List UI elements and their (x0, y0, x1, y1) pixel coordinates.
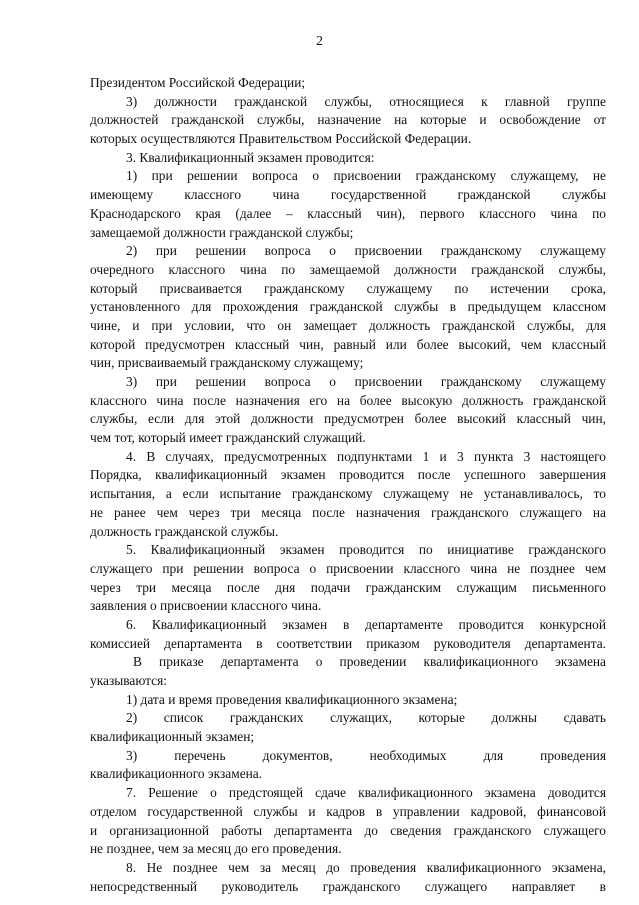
text-line: 3) при решении вопроса о присвоении гражданскому служащему (126, 374, 606, 389)
text-line: 1) при решении вопроса о присвоении гражданскому служащему, не (126, 168, 606, 184)
text-line: Порядка, квалификационный экзамен проводится после успешного завершения (90, 467, 606, 483)
text-line: непосредственный руководитель гражданского служащего направляет в (90, 878, 606, 894)
text-line: через три месяца после дня подачи гражданским служащим письменного (90, 579, 606, 595)
text-line: Краснодарского края (далее – классный чин), первого классного чина по (90, 205, 606, 221)
text-line: 1) дата и время проведения квалификационного экзамена; (126, 691, 458, 707)
text-line: 8. Не позднее чем за месяц до проведения квалификационного экзамена, (126, 859, 606, 875)
text-line: не ранее чем через три месяца после назначения гражданского служащего на (90, 504, 606, 520)
text-line: службы, если для этой должности предусмотрен более высокий классный чин, (90, 411, 606, 427)
text-line: чин, присваиваемый гражданскому служащему; (90, 355, 364, 371)
text-line: 2) при решении вопроса о присвоении гражданскому служащему (126, 243, 606, 259)
text-line: 3) должности гражданской службы, относящиеся к главной группе (126, 93, 606, 109)
text-line: В приказе департамента о проведении квалификационного экзамена (133, 654, 606, 670)
text-line: служащего при решении вопроса о присвоении классного чина не позднее чем (90, 560, 606, 576)
text-line: заявления о присвоении классного чина. (90, 598, 322, 614)
text-line: 3) перечень документов, необходимых для проведения (126, 747, 606, 763)
text-line: квалификационного экзамена. (90, 766, 263, 782)
text-line: которой предусмотрен классный чин, равный или более высокий, чем классный (90, 336, 606, 352)
text-line: замещаемой должности гражданской службы; (90, 224, 354, 240)
text-line: 6. Квалификационный экзамен в департаменте проводится конкурсной (126, 616, 606, 632)
text-line: квалификационный экзамен; (90, 729, 255, 745)
text-line: 2) список гражданских служащих, которые должны сдавать (126, 710, 606, 726)
page-number: 2 (316, 34, 323, 49)
text-line: имеющему классного чина государственной гражданской службы (90, 187, 606, 203)
text-line: 5. Квалификационный экзамен проводится по инициативе гражданского (126, 542, 606, 558)
text-line: должность гражданской службы. (90, 523, 279, 539)
text-line: классного чина после назначения его на более высокую должность гражданской (90, 392, 606, 408)
text-line: комиссией департамента в соответствии приказом руководителя департамента. (90, 635, 606, 651)
text-line: отделом государственной службы и кадров в управлении кадровой, финансовой (90, 803, 606, 819)
text-line: 3. Квалификационный экзамен проводится: (126, 149, 375, 165)
text-line: и организационной работы департамента до сведения гражданского служащего (90, 822, 606, 838)
text-line: очередного классного чина по замещаемой должности гражданской службы, (90, 261, 606, 277)
text-line: 7. Решение о предстоящей сдаче квалификационного экзамена доводится (126, 785, 606, 801)
text-line: которых осуществляются Правительством Российской Федерации. (90, 131, 472, 147)
text-line: установленного для прохождения гражданской службы в предыдущем классном (90, 299, 606, 315)
text-line: испытания, а если испытание гражданскому служащему не устанавливалось, то (90, 486, 606, 502)
text-line: чем тот, который имеет гражданский служащий. (90, 430, 366, 446)
text-line: который присваивается гражданскому служащему по истечении срока, (90, 280, 606, 296)
text-line: Президентом Российской Федерации; (90, 75, 306, 90)
text-line: чине, и при условии, что он замещает должность гражданской службы, для (90, 317, 606, 333)
text-line: не позднее, чем за месяц до его проведения. (90, 841, 342, 857)
text-line: указываются: (90, 673, 167, 688)
document-body (90, 74, 606, 896)
text-line: 4. В случаях, предусмотренных подпунктами 1 и 3 пункта 3 настоящего (126, 448, 606, 464)
text-line: должностей гражданской службы, назначение на которые и освобождение от (90, 112, 606, 128)
